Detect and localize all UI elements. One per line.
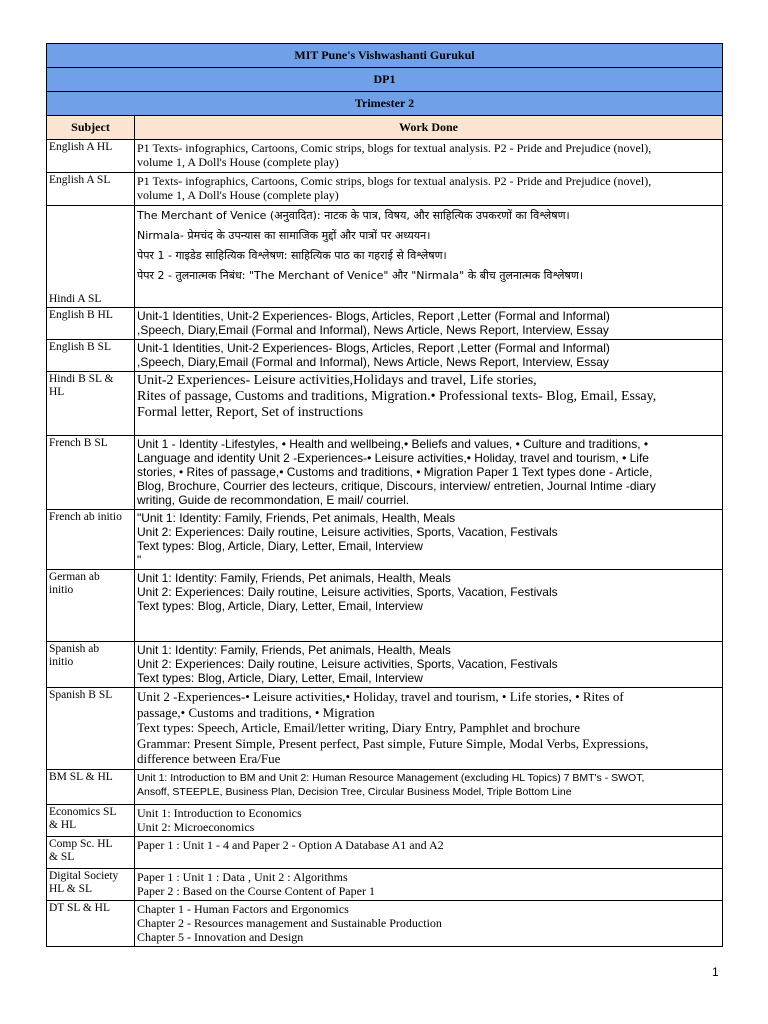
- table-row: [47, 173, 723, 206]
- table-row: [47, 372, 723, 436]
- work-cell: Unit 1: Identity: Family, Friends, Pet animals, Health, Meals Unit 2: Experiences: Daily routine, Leisure activities, Sports, Vacation, Festivals Text types: Blog, Article, Diary, Letter, Email, Interview: [135, 642, 723, 688]
- table-row: [47, 510, 723, 570]
- subject-cell: Spanish B SL: [47, 688, 135, 770]
- work-cell: Paper 1 : Unit 1 - 4 and Paper 2 - Option A Database A1 and A2: [135, 837, 723, 869]
- hindi-line: पेपर 1 - गाइडेड साहित्यिक विश्लेषण: साहित्यिक पाठ का गहराई से विश्लेषण।: [137, 249, 447, 262]
- work-done-column-header: Work Done: [135, 116, 723, 140]
- table-row: [47, 688, 723, 770]
- table-row: [47, 805, 723, 837]
- term-title: Trimester 2: [47, 92, 723, 116]
- hindi-line: The Merchant of Venice (अनुवादित): नाटक के पात्र, विषय, और साहित्यिक उपकरणों का विश्लेषण।: [137, 209, 570, 222]
- table-row: [47, 206, 723, 308]
- subject-cell: Digital Society HL & SL: [47, 869, 135, 901]
- work-cell: Unit 1: Introduction to BM and Unit 2: Human Resource Management (excluding HL Topics) 7 BMT's - SWOT, Ansoff, STEEPLE, Business Plan, Decision Tree, Circular Business Model, Triple Bottom Line: [135, 770, 723, 805]
- table-row: [47, 140, 723, 173]
- table-row: [47, 308, 723, 340]
- work-cell: P1 Texts- infographics, Cartoons, Comic strips, blogs for textual analysis. P2 - Pride and Prejudice (novel), volume 1, A Doll's House (complete play): [135, 140, 723, 173]
- subject-cell: English B HL: [47, 308, 135, 340]
- table-row: [47, 869, 723, 901]
- work-cell: Unit 2 -Experiences-• Leisure activities,• Holiday, travel and tourism, • Life stories, • Rites of passage,• Customs and traditions, • Migration Text types: Speech, Article, Email/letter writing, Diary Entry, Pamphlet and brochure Grammar: Present Simple, Present perfect, Past simple, Future Simple, Modal Verbs, Expressions, difference between Era/Fue: [135, 688, 723, 770]
- subject-cell: BM SL & HL: [47, 770, 135, 805]
- table-row: [47, 901, 723, 947]
- hindi-line: पेपर 2 - तुलनात्मक निबंध: "The Merchant of Venice" और "Nirmala" के बीच तुलनात्मक विश्लेषण।: [137, 269, 583, 282]
- table-row: [47, 642, 723, 688]
- page-number: 1: [712, 965, 719, 979]
- subject-cell: English B SL: [47, 340, 135, 372]
- work-cell: Unit 1: Introduction to Economics Unit 2: Microeconomics: [135, 805, 723, 837]
- subject-cell: German ab initio: [47, 570, 135, 642]
- work-cell: Unit 1 - Identity -Lifestyles, • Health and wellbeing,• Beliefs and values, • Culture and traditions, • Language and identity Unit 2 -Experiences-• Leisure activities,• Holiday, travel and tourism, • Life stories, • Rites of passage,• Customs and traditions, • Migration Paper 1 Text types done - Article, Blog, Brochure, Courrier des lecteurs, critique, Discours, interview/ entretien, Journal Intime -diary writing, Guide de recommondation, E mail/ courriel.: [135, 436, 723, 510]
- subject-cell: Economics SL & HL: [47, 805, 135, 837]
- hindi-line: Nirmala- प्रेमचंद के उपन्यास का सामाजिक मुद्दों और पात्रों पर अध्ययन।: [137, 229, 431, 242]
- table-row: [47, 570, 723, 642]
- work-cell: Paper 1 : Unit 1 : Data , Unit 2 : Algorithms Paper 2 : Based on the Course Content of Paper 1: [135, 869, 723, 901]
- table-row: [47, 837, 723, 869]
- work-cell: Unit-2 Experiences- Leisure activities,Holidays and travel, Life stories, Rites of passage, Customs and traditions, Migration.• Professional texts- Blog, Email, Essay, Formal letter, Report, Set of instructions: [135, 372, 723, 436]
- work-cell: [135, 206, 723, 308]
- subject-cell: English A SL: [47, 173, 135, 206]
- school-title: MIT Pune's Vishwashanti Gurukul: [47, 44, 723, 68]
- work-cell: "Unit 1: Identity: Family, Friends, Pet animals, Health, Meals Unit 2: Experiences: Daily routine, Leisure activities, Sports, Vacation, Festivals Text types: Blog, Article, Diary, Letter, Email, Interview ": [135, 510, 723, 570]
- work-done-table: [46, 43, 723, 947]
- subject-cell: Spanish ab initio: [47, 642, 135, 688]
- subject-cell: English A HL: [47, 140, 135, 173]
- work-cell: Chapter 1 - Human Factors and Ergonomics Chapter 2 - Resources management and Sustainable Production Chapter 5 - Innovation and Design: [135, 901, 723, 947]
- subject-cell: DT SL & HL: [47, 901, 135, 947]
- subject-cell: French ab initio: [47, 510, 135, 570]
- subject-cell: French B SL: [47, 436, 135, 510]
- table-row: [47, 770, 723, 805]
- work-cell: Unit-1 Identities, Unit-2 Experiences- Blogs, Articles, Report ,Letter (Formal and Informal) ,Speech, Diary,Email (Formal and Informal), News Article, News Report, Interview, Essay: [135, 340, 723, 372]
- table-row: [47, 340, 723, 372]
- program-title: DP1: [47, 68, 723, 92]
- work-cell: Unit 1: Identity: Family, Friends, Pet animals, Health, Meals Unit 2: Experiences: Daily routine, Leisure activities, Sports, Vacation, Festivals Text types: Blog, Article, Diary, Letter, Email, Interview: [135, 570, 723, 642]
- subject-column-header: Subject: [47, 116, 135, 140]
- work-cell: P1 Texts- infographics, Cartoons, Comic strips, blogs for textual analysis. P2 - Pride and Prejudice (novel), volume 1, A Doll's House (complete play): [135, 173, 723, 206]
- subject-cell: Hindi A SL: [47, 206, 135, 308]
- subject-cell: Hindi B SL & HL: [47, 372, 135, 436]
- work-cell: Unit-1 Identities, Unit-2 Experiences- Blogs, Articles, Report ,Letter (Formal and Informal) ,Speech, Diary,Email (Formal and Informal), News Article, News Report, Interview, Essay: [135, 308, 723, 340]
- table-row: [47, 436, 723, 510]
- subject-cell: Comp Sc. HL & SL: [47, 837, 135, 869]
